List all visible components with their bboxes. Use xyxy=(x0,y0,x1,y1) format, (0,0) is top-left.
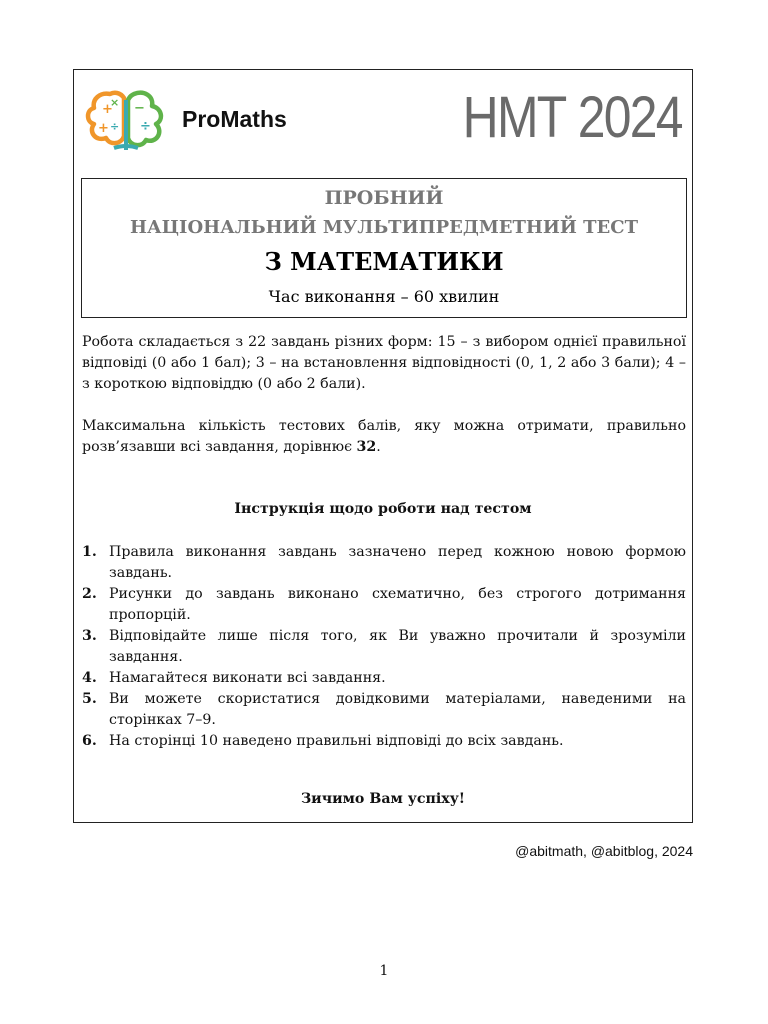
title-line-1: ПРОБНИЙ xyxy=(324,187,444,209)
list-item-text: Правила виконання завдань зазначено перед кожною новою формою завдань. xyxy=(109,544,686,581)
svg-text:+: + xyxy=(98,121,109,136)
svg-text:÷: ÷ xyxy=(140,119,151,134)
list-item xyxy=(82,626,686,668)
title-line-2: НАЦІОНАЛЬНИЙ МУЛЬТИПРЕДМЕТНИЙ ТЕСТ xyxy=(129,217,638,238)
list-item xyxy=(82,584,686,626)
max-score-value: 32 xyxy=(356,439,377,455)
instructions-heading: Інструкція щодо роботи над тестом xyxy=(234,501,532,517)
subject-title: З МАТЕМАТИКИ xyxy=(264,247,504,276)
intro-paragraph-1: Робота складається з 22 завдань різних форм: 15 – з вибором однієї правильної відповіді (0 або 1 бал); 3 – на встановлення відповідності (0, 1, 2 або 3 бали); 4 – з короткою відповіддю (0 або 2 бали). xyxy=(82,334,686,392)
promaths-logo-icon xyxy=(84,86,168,156)
credit-line: @abitmath, @abitblog, 2024 xyxy=(515,843,693,859)
list-item-text: Ви можете скористатися довідковими матеріалами, наведеними на сторінках 7–9. xyxy=(109,691,686,728)
list-item-text: Рисунки до завдань виконано схематично, без строгого дотримання пропорцій. xyxy=(109,586,686,623)
instructions-list xyxy=(82,542,686,752)
list-item-number: 2. xyxy=(82,586,97,602)
svg-text:÷: ÷ xyxy=(110,120,120,133)
document-frame xyxy=(73,69,693,823)
list-item-number: 5. xyxy=(82,691,97,707)
duration-text: Час виконання – 60 хвилин xyxy=(268,287,500,306)
svg-text:+: + xyxy=(102,102,113,117)
list-item-text: На сторінці 10 наведено правильні відповіді до всіх завдань. xyxy=(109,733,564,749)
list-item xyxy=(82,542,686,584)
list-item-number: 3. xyxy=(82,628,97,644)
svg-text:×: × xyxy=(110,96,120,109)
intro-paragraph-2 xyxy=(82,416,686,458)
page-number: 1 xyxy=(379,963,389,979)
list-item-number: 6. xyxy=(82,733,97,749)
svg-text:−: − xyxy=(134,101,145,116)
list-item xyxy=(82,731,686,752)
list-item-number: 4. xyxy=(82,670,97,686)
title-box xyxy=(81,178,687,318)
list-item-text: Відповідайте лише після того, як Ви уважно прочитали й зрозуміли завдання. xyxy=(109,628,686,665)
list-item-number: 1. xyxy=(82,544,97,560)
list-item xyxy=(82,689,686,731)
closing-wish: Зичимо Вам успіху! xyxy=(300,791,466,807)
intro-paragraph-2-end: . xyxy=(376,439,381,455)
exam-label: НМТ 2024 xyxy=(462,85,682,150)
list-item xyxy=(82,668,686,689)
list-item-text: Намагайтеся виконати всі завдання. xyxy=(109,670,386,686)
intro-paragraph-2-text: Максимальна кількість тестових балів, яку можна отримати, правильно розв’язавши всі завдання, дорівнює xyxy=(82,418,686,455)
brand-name: ProMaths xyxy=(182,106,287,132)
